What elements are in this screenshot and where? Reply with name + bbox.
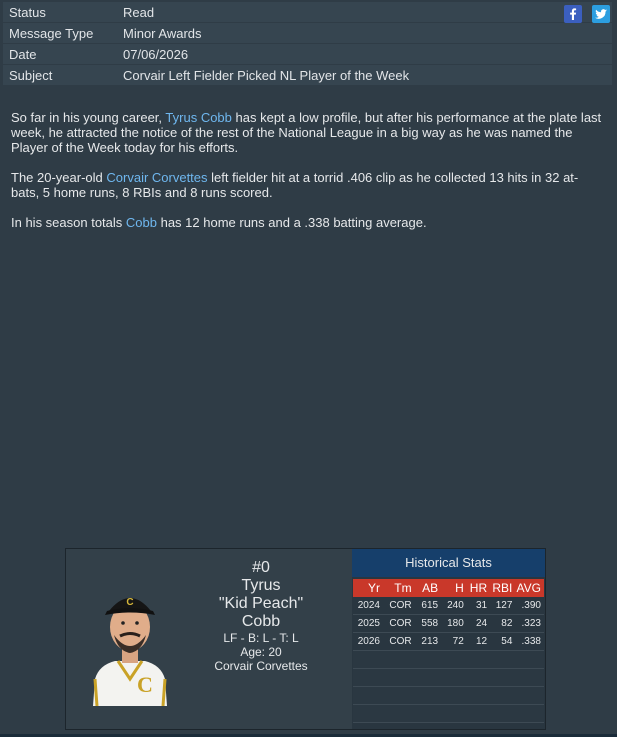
historical-stats-panel xyxy=(352,549,545,729)
cell-h: 240 xyxy=(441,597,467,615)
col-avg[interactable]: AVG xyxy=(514,579,544,597)
historical-stats-table xyxy=(353,579,544,723)
player-info xyxy=(206,559,316,673)
cell-h: 180 xyxy=(441,615,467,633)
article-paragraph xyxy=(11,215,603,230)
player-card xyxy=(65,548,546,730)
cell-tm: COR xyxy=(383,633,415,651)
player-team[interactable]: Corvair Corvettes xyxy=(214,659,308,673)
meta-key: Status xyxy=(9,5,46,20)
cell-tm: COR xyxy=(383,597,415,615)
col-h[interactable]: H xyxy=(441,579,467,597)
meta-row-status xyxy=(3,2,612,22)
col-hr[interactable]: HR xyxy=(467,579,489,597)
col-ab[interactable]: AB xyxy=(415,579,442,597)
meta-key: Message Type xyxy=(9,26,94,41)
empty-row xyxy=(353,705,544,723)
jersey-logo: C xyxy=(137,672,153,697)
twitter-icon[interactable] xyxy=(592,5,610,23)
table-header-row xyxy=(353,579,544,597)
empty-row xyxy=(353,651,544,669)
player-link[interactable]: Tyrus Cobb xyxy=(165,110,232,125)
cell-avg: .390 xyxy=(514,597,544,615)
cell-rbi: 54 xyxy=(489,633,514,651)
cell-yr: 2024 xyxy=(353,597,383,615)
table-row[interactable] xyxy=(353,597,544,615)
article-paragraph xyxy=(11,170,603,200)
cell-rbi: 127 xyxy=(489,597,514,615)
empty-row xyxy=(353,687,544,705)
text: left fielder hit at a torrid .406 clip as he collected 13 hits in 32 at-bats, 5 home runs, 8 RBIs and 8 runs scored. xyxy=(11,170,579,200)
cell-avg: .323 xyxy=(514,615,544,633)
meta-row-message-type xyxy=(3,23,612,43)
historical-stats-title: Historical Stats xyxy=(352,549,545,577)
cell-tm: COR xyxy=(383,615,415,633)
table-row[interactable] xyxy=(353,633,544,651)
text: So far in his young career, xyxy=(11,110,166,125)
text: The 20-year-old xyxy=(11,170,107,185)
meta-key: Subject xyxy=(9,68,53,83)
cell-hr: 24 xyxy=(467,615,489,633)
meta-value: Read xyxy=(123,5,155,20)
meta-row-subject xyxy=(3,65,612,85)
cell-hr: 31 xyxy=(467,597,489,615)
col-rbi[interactable]: RBI xyxy=(489,579,514,597)
cell-yr: 2025 xyxy=(353,615,383,633)
empty-row xyxy=(353,669,544,687)
cell-avg: .338 xyxy=(514,633,544,651)
cell-hr: 12 xyxy=(467,633,489,651)
player-link[interactable]: Cobb xyxy=(125,215,157,230)
player-number: #0 xyxy=(252,559,270,576)
player-portrait[interactable] xyxy=(85,571,175,706)
cell-h: 72 xyxy=(441,633,467,651)
article-body xyxy=(11,110,603,245)
meta-key: Date xyxy=(9,47,37,62)
col-tm[interactable]: Tm xyxy=(383,579,415,597)
text: has kept a low profile, but after his performance at the plate last week, he attracted the notice of the rest of the National League in a big way as he was named the Player of the Week today for his efforts. xyxy=(11,110,602,155)
player-age: Age: 20 xyxy=(240,645,282,659)
cell-ab: 615 xyxy=(415,597,442,615)
team-link[interactable]: Corvair Corvettes xyxy=(106,170,208,185)
text: has 12 home runs and a .338 batting average. xyxy=(156,215,427,230)
meta-value: 07/06/2026 xyxy=(123,47,189,62)
article-paragraph xyxy=(11,110,603,155)
cell-ab: 558 xyxy=(415,615,442,633)
player-position: LF - B: L - T: L xyxy=(223,631,299,645)
table-row[interactable] xyxy=(353,615,544,633)
cell-ab: 213 xyxy=(415,633,442,651)
meta-value: Minor Awards xyxy=(123,26,202,41)
cell-yr: 2026 xyxy=(353,633,383,651)
message-meta xyxy=(3,2,612,86)
player-first-name: Tyrus xyxy=(241,577,281,594)
cap-logo: C xyxy=(126,597,134,608)
facebook-icon[interactable] xyxy=(564,5,582,23)
player-last-name: Cobb xyxy=(241,613,281,630)
meta-value: Corvair Left Fielder Picked NL Player of the Week xyxy=(123,68,410,83)
player-nickname: "Kid Peach" xyxy=(218,595,304,612)
col-yr[interactable]: Yr xyxy=(353,579,383,597)
meta-row-date xyxy=(3,44,612,64)
text: In his season totals xyxy=(11,215,126,230)
cell-rbi: 82 xyxy=(489,615,514,633)
